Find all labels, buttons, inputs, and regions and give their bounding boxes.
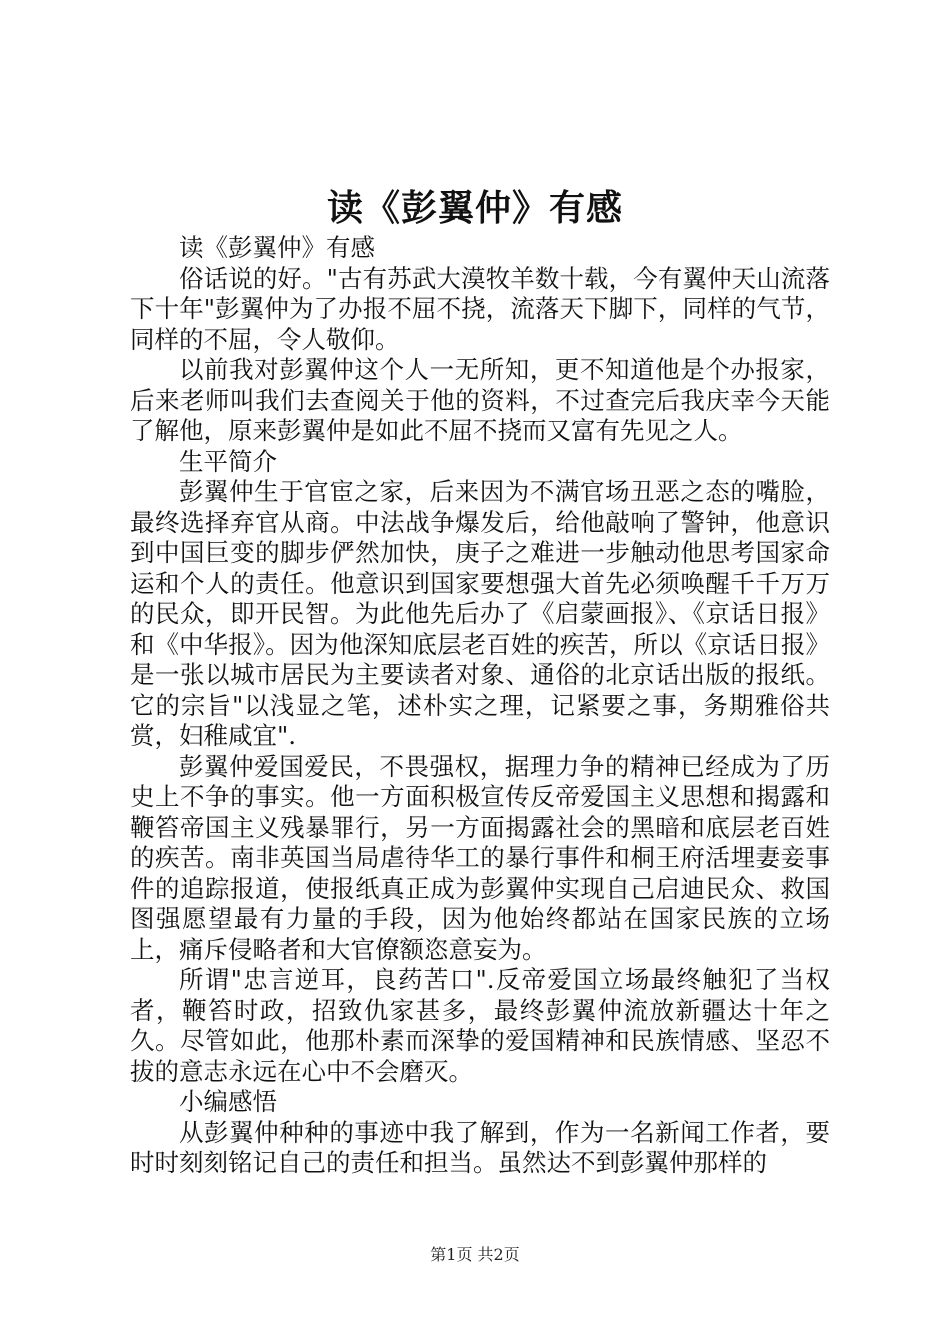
paragraph: 以前我对彭翼仲这个人一无所知，更不知道他是个办报家，后来老师叫我们去查阅关于他的资料，不过查完后我庆幸今天能了解他，原来彭翼仲是如此不屈不挠而又富有先见之人。 bbox=[130, 355, 830, 445]
section-heading-biography: 生平简介 bbox=[179, 446, 277, 476]
paragraph: 俗话说的好。"古有苏武大漠牧羊数十载，今有翼仲天山流落下十年"彭翼仲为了办报不屈不挠，流落天下脚下，同样的气节，同样的不屈，令人敬仰。 bbox=[130, 263, 830, 354]
paragraph: 彭翼仲爱国爱民，不畏强权，据理力争的精神已经成为了历史上不争的事实。他一方面积极宣传反帝爱国主义思想和揭露和鞭笞帝国主义残暴罪行，另一方面揭露社会的黑暗和底层老百姓的疾苦。南非英国当局虐待华工的暴行事件和桐王府活埋妻妾事件的追踪报道，使报纸真正成为彭翼仲实现自己启迪民众、救国图强愿望最有力量的手段，因为他始终都站在国家民族的立场上，痛斥侵略者和大官僚额恣意妄为。 bbox=[130, 751, 830, 964]
paragraph-subtitle: 读《彭翼仲》有感 bbox=[179, 233, 375, 262]
paragraph: 彭翼仲生于官宦之家，后来因为不满官场丑恶之态的嘴脸，最终选择弃官从商。中法战争爆发后，给他敲响了警钟，他意识到中国巨变的脚步俨然加快，庚子之难进一步触动他思考国家命运和个人的责任。他意识到国家要想强大首先必须唤醒千千万万的民众，即开民智。为此他先后办了《启蒙画报》、《京话日报》和《中华报》。因为他深知底层老百姓的疾苦，所以《京话日报》是一张以城市居民为主要读者对象、通俗的北京话出版的报纸。它的宗旨"以浅显之笔，述朴实之理，记紧要之事，务期雅俗共赏，妇稚咸宜". bbox=[130, 477, 830, 750]
page-number-footer: 第1页 共2页 bbox=[430, 1245, 520, 1264]
document-body bbox=[130, 233, 830, 1179]
paragraph: 所谓"忠言逆耳，良药苦口".反帝爱国立场最终触犯了当权者，鞭笞时政，招致仇家甚多，最终彭翼仲流放新疆达十年之久。尽管如此，他那朴素而深挚的爱国精神和民族情感、坚忍不拔的意志永远在心中不会磨灭。 bbox=[130, 965, 830, 1086]
section-heading-reflection: 小编感悟 bbox=[179, 1087, 277, 1116]
paragraph: 从彭翼仲种种的事迹中我了解到，作为一名新闻工作者，要时时刻刻铭记自己的责任和担当。虽然达不到彭翼仲那样的 bbox=[130, 1117, 830, 1177]
document-title: 读《彭翼仲》有感 bbox=[326, 187, 623, 229]
